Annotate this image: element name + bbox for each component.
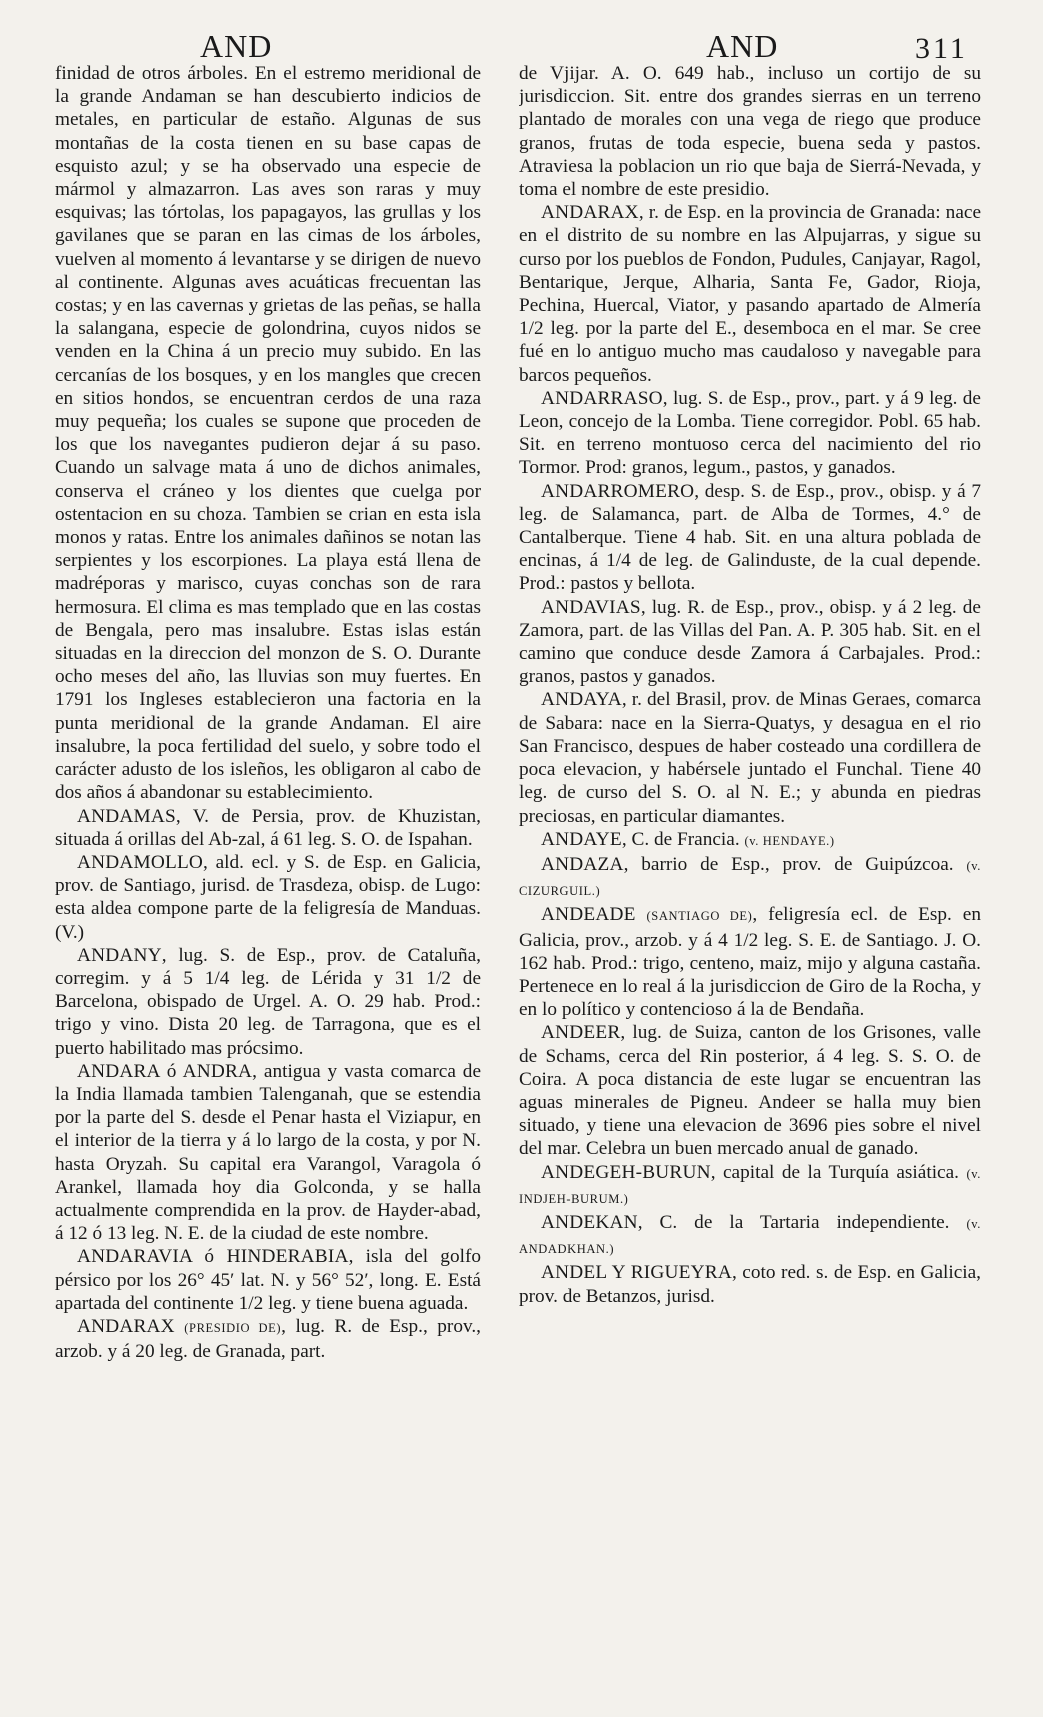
entry-text: , C. de la Tartaria independiente.: [637, 1211, 950, 1233]
running-head-right: AND: [706, 28, 779, 64]
entry-headword: ANDARRASO: [541, 387, 663, 409]
dictionary-entry: [519, 828, 981, 853]
dictionary-entry: [519, 387, 981, 480]
entry-headword: ANDEER: [541, 1022, 621, 1044]
cross-reference: (v. HENDAYE.): [744, 833, 835, 848]
entry-headword: ANDAYE: [541, 828, 622, 850]
dictionary-entry: [519, 1021, 981, 1160]
entry-text: , lug. R. de Esp., prov., obisp. y á 2 leg. de Zamora, part. de las Villas del Pan. A. P. 305 hab. Sit. en el camino que conduce desde Zamora á Carbajales. Prod.: granos, pastos y ganados.: [519, 596, 981, 688]
entry-headword: ANDANY: [77, 944, 162, 966]
dictionary-entry: [519, 688, 981, 827]
dictionary-entry: [519, 201, 981, 387]
entry-headword: ANDEGEH-BURUN: [541, 1161, 711, 1183]
dictionary-entry: [55, 1315, 481, 1363]
dictionary-entry: [519, 1211, 981, 1261]
entry-text: , lug. de Suiza, canton de los Grisones, valle de Schams, cerca del Rin posterior, á 4 leg. S. S. O. de Coira. A poca distancia de este lugar se encuentran las aguas minerales de Pigneu. Andeer se halla muy bien situado, y tiene una elevacion de 3696 pies sobre el nivel del mar. Celebra un buen mercado anual de ganado.: [519, 1022, 981, 1160]
dictionary-entry: [519, 1161, 981, 1211]
dictionary-entry: [55, 851, 481, 944]
entry-text: , C. de Francia.: [621, 828, 740, 850]
entry-text: , isla del golfo pérsico por los 26° 45′ lat. N. y 56° 52′, long. E. Está apartada del continente 1/2 leg. y tiene buena aguada.: [55, 1246, 481, 1314]
entry-text: finidad de otros árboles. En el estremo meridional de la grande Andaman se han descubierto indicios de metales, en particular de estaño. Algunas de sus montañas de la costa tienen en su base capas de esquisto azul; y se ha observado una especie de mármol y almazarron. Las aves son raras y muy esquivas; las tórtolas, los papagayos, las grullas y los gavilanes que se paran en las cimas de los árboles, vuelven al momento á levantarse y se dirigen de nuevo al continente. Algunas aves acuáticas frecuentan las costas; y en las cavernas y grietas de las peñas, se halla la salangana, especie de golondrina, cuyos nidos se venden en la China á un precio muy subido. En las cercanías de los bosques, y en los mangles que crecen en sitios hondos, se encuentran cerdos de una raza muy pequeña; los cuales se supone que proceden de los que los navegantes pudieron dejar á su paso. Cuando un salvage mata á uno de dichos animales, conserva el cráneo y los dientes que cuelga por ostentacion en su choza. Tambien se crian en esta isla monos y ratas. Entre los animales dañinos se notan las serpientes y los escorpiones. La playa está llena de madréporas y marisco, cuyas conchas son de rara hermosura. El clima es mas templado que en las costas de Bengala, pero mas insalubre. Estas islas están situadas en la direccion del monzon de S. O. Durante ocho meses del año, las lluvias son muy fuertes. En 1791 los Ingleses establecieron una factoria en la punta meridional de la grande Andaman. El aire insalubre, la poca fertilidad del suelo, y sobre todo el carácter adusto de los isleños, les obligaron al cabo de dos años á abandonar su establecimiento.: [55, 63, 481, 804]
entry-headword: ANDAMAS: [77, 805, 176, 827]
dictionary-entry: [519, 1261, 981, 1307]
running-head-left: AND: [200, 28, 273, 64]
entry-headword: ANDAVIAS: [541, 596, 641, 618]
right-column: [519, 62, 981, 1709]
entry-headword: ANDEL Y RIGUEYRA: [541, 1262, 732, 1284]
dictionary-entry: [519, 903, 981, 1021]
entry-text: , r. del Brasil, prov. de Minas Geraes, comarca de Sabara: nace en la Sierra-Quatys, y desagua en el rio San Francisco, despues de haber costeado una cordillera de poca elevacion, y habérsele juntado el Funchal. Tiene 40 leg. de curso del S. O. al N. E.; y abunda en piedras preciosas, en particular diamantes.: [519, 689, 981, 827]
entry-text: , antigua y vasta comarca de la India llamada tambien Talenganah, que se estendia por la parte del S. desde el Penar hasta el Viziapur, en el interior de la tierra y á lo largo de la costa, y por N. hasta Oryzah. Su capital era Varangol, Varagola ó Arankel, llamada hoy dia Golconda, y se halla actualmente comprendida en la prov. de Hayder-abad, á 12 ó 13 leg. N. E. de la ciudad de este nombre.: [55, 1060, 481, 1245]
entry-text: , V. de Persia, prov. de Khuzistan, situada á orillas del Ab-zal, á 61 leg. S. O. de Ispahan.: [55, 805, 481, 850]
entry-text: , coto red. s. de Esp. en Galicia, prov. de Betanzos, jurisd.: [519, 1262, 981, 1307]
entry-text: , barrio de Esp., prov. de Guipúzcoa.: [623, 853, 954, 875]
continued-text: [55, 62, 481, 805]
entry-headword: ANDEADE: [541, 904, 636, 926]
dictionary-entry: [519, 480, 981, 596]
entry-text: , lug. S. de Esp., prov., part. y á 9 leg. de Leon, concejo de la Lomba. Tiene corregidor. Pobl. 65 hab. Sit. en terreno montuoso cerca del nacimiento del rio Tormor. Prod: granos, legum., pastos, y ganados.: [519, 387, 981, 479]
entry-qualifier: (PRESIDIO DE): [184, 1320, 282, 1335]
cross-reference: (v. ANDADKHAN.): [519, 1216, 981, 1257]
entry-text: , ald. ecl. y S. de Esp. en Galicia, prov. de Santiago, jurisd. de Trasdeza, obisp. de Lugo: esta aldea compone parte de la feligresía de Manduas. (V.): [55, 851, 481, 943]
dictionary-entry: [519, 596, 981, 689]
dictionary-entry: [55, 805, 481, 851]
entry-text: , lug. S. de Esp., prov. de Cataluña, corregim. y á 5 1/4 leg. de Lérida y 31 1/2 de Barcelona, obispado de Urgel. A. O. 29 hab. Prod.: trigo y vino. Dista 20 leg. de Tarragona, que es el puerto habilitado mas prócsimo.: [55, 944, 481, 1059]
entry-text: , feligresía ecl. de Esp. en Galicia, prov., arzob. y á 4 1/2 leg. S. E. de Santiago. J. O. 162 hab. Prod.: trigo, centeno, maiz, mijo y alguna castaña. Pertenece en lo real á la jurisdiccion de Giro de la Rocha, y en lo político y contencioso á la de Bendaña.: [519, 904, 981, 1021]
entry-qualifier: (SANTIAGO DE): [646, 909, 753, 924]
entry-text: de Vjijar. A. O. 649 hab., incluso un cortijo de su jurisdiccion. Sit. entre dos grandes sierras en un terreno plantado de morales con una vega de riego que produce granos, frutas de toda especie, buena seda y pastos. Atraviesa la poblacion un rio que baja de Sierrá-Nevada, y toma el nombre de este presidio.: [519, 63, 981, 201]
page-number: 311: [915, 32, 968, 65]
dictionary-entry: [55, 1060, 481, 1246]
entry-text: , r. de Esp. en la provincia de Granada: nace en el distrito de su nombre en las Alpujarras, y sigue su curso por los pueblos de Fondon, Pudules, Canjayar, Ragol, Bentarique, Jerque, Alharia, Santa Fe, Gador, Rioja, Pechina, Huercal, Viator, y pasando apartado de Almería 1/2 leg. por la parte del E., desemboca en el mar. Se cree fué en lo antiguo mucho mas caudaloso y navegable para barcos pequeños.: [519, 202, 981, 386]
entry-headword: ANDARAX: [77, 1315, 175, 1337]
entry-headword: ANDARAVIA ó HINDERABIA: [77, 1246, 349, 1268]
dictionary-entry: [55, 1245, 481, 1315]
entry-headword: ANDEKAN: [541, 1211, 638, 1233]
dictionary-entry: [55, 944, 481, 1060]
entry-headword: ANDAMOLLO: [77, 851, 204, 873]
entry-headword: ANDAZA: [541, 853, 624, 875]
entry-headword: ANDARA ó ANDRA: [77, 1060, 253, 1082]
entry-text: , lug. R. de Esp., prov., arzob. y á 20 leg. de Granada, part.: [55, 1315, 481, 1363]
entry-headword: ANDAYA: [541, 689, 622, 711]
cross-reference: (v. CIZURGUIL.): [519, 858, 981, 899]
entry-text: , desp. S. de Esp., prov., obisp. y á 7 leg. de Salamanca, part. de Alba de Tormes, 4.° de Cantalberque. Tiene 4 hab. Sit. en una altura poblada de encinas, á 1/4 de leg. de Galinduste, de la cual depende. Prod.: pastos y bellota.: [519, 480, 981, 595]
entry-text: , capital de la Turquía asiática.: [710, 1161, 959, 1183]
cross-reference: (v. INDJEH-BURUM.): [519, 1166, 981, 1206]
left-column: [55, 62, 481, 1709]
entry-headword: ANDARAX: [541, 202, 639, 224]
entry-headword: ANDARROMERO: [541, 480, 695, 502]
dictionary-entry: [519, 853, 981, 903]
continued-text: [519, 62, 981, 201]
